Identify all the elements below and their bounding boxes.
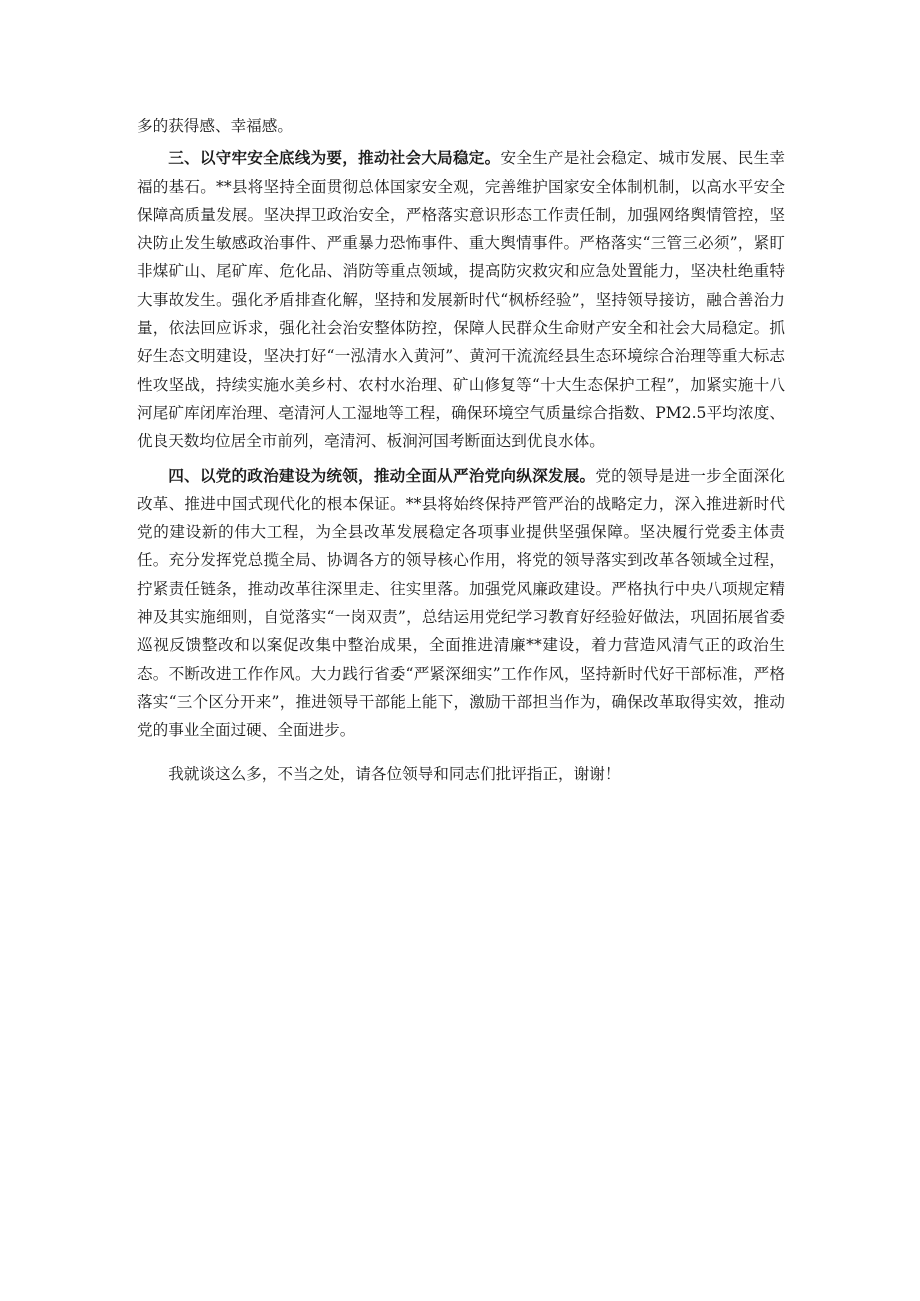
section-4-heading: 四、以党的政治建设为统领，推动全面从严治党向纵深发展。 <box>168 466 596 485</box>
section-3-paragraph <box>137 144 785 455</box>
section-4-body: 党的领导是进一步全面深化改革、推进中国式现代化的根本保证。**县将始终保持严管严治的战略定力，深入推进新时代党的建设新的伟大工程，为全县改革发展稳定各项事业提供坚强保障。坚决履行党委主体责任。充分发挥党总揽全局、协调各方的领导核心作用，将党的领导落实到改革各领域全过程，拧紧责任链条，推动改革往深里走、往实里落。加强党风廉政建设。严格执行中央八项规定精神及其实施细则，自觉落实“一岗双责”，总结运用党纪学习教育好经验好做法，巩固拓展省委巡视反馈整改和以案促改集中整治成果，全面推进清廉**建设，着力营造风清气正的政治生态。不断改进工作作风。大力践行省委“严紧深细实”工作作风，坚持新时代好干部标准，严格落实“三个区分开来”，推进领导干部能上能下，激励干部担当作为，确保改革取得实效，推动党的事业全面过硬、全面进步。 <box>137 466 785 740</box>
document-page <box>137 112 785 788</box>
section-3-heading: 三、以守牢安全底线为要，推动社会大局稳定。 <box>168 149 501 168</box>
closing-paragraph: 我就谈这么多，不当之处，请各位领导和同志们批评指正，谢谢！ <box>168 764 621 783</box>
section-4-paragraph <box>137 462 785 745</box>
section-3-body: 安全生产是社会稳定、城市发展、民生幸福的基石。**县将坚持全面贯彻总体国家安全观，完善维护国家安全体制机制，以高水平安全保障高质量发展。坚决捍卫政治安全，严格落实意识形态工作责任制，加强网络舆情管控，坚决防止发生敏感政治事件、严重暴力恐怖事件、重大舆情事件。严格落实“三管三必须”，紧盯非煤矿山、尾矿库、危化品、消防等重点领域，提高防灾救灾和应急处置能力，坚决杜绝重特大事故发生。强化矛盾排查化解，坚持和发展新时代“枫桥经验”，坚持领导接访，融合善治力量，依法回应诉求，强化社会治安整体防控，保障人民群众生命财产安全和社会大局稳定。抓好生态文明建设，坚决打好“一泓清水入黄河”、黄河干流流经县生态环境综合治理等重大标志性攻坚战，持续实施水美乡村、农村水治理、矿山修复等“十大生态保护工程”，加紧实施十八河尾矿库闭库治理、亳清河人工湿地等工程，确保环境空气质量综合指数、PM2.5平均浓度、优良天数均位居全市前列，亳清河、板涧河国考断面达到优良水体。 <box>137 149 785 451</box>
continuation-paragraph: 多的获得感、幸福感。 <box>137 117 293 135</box>
